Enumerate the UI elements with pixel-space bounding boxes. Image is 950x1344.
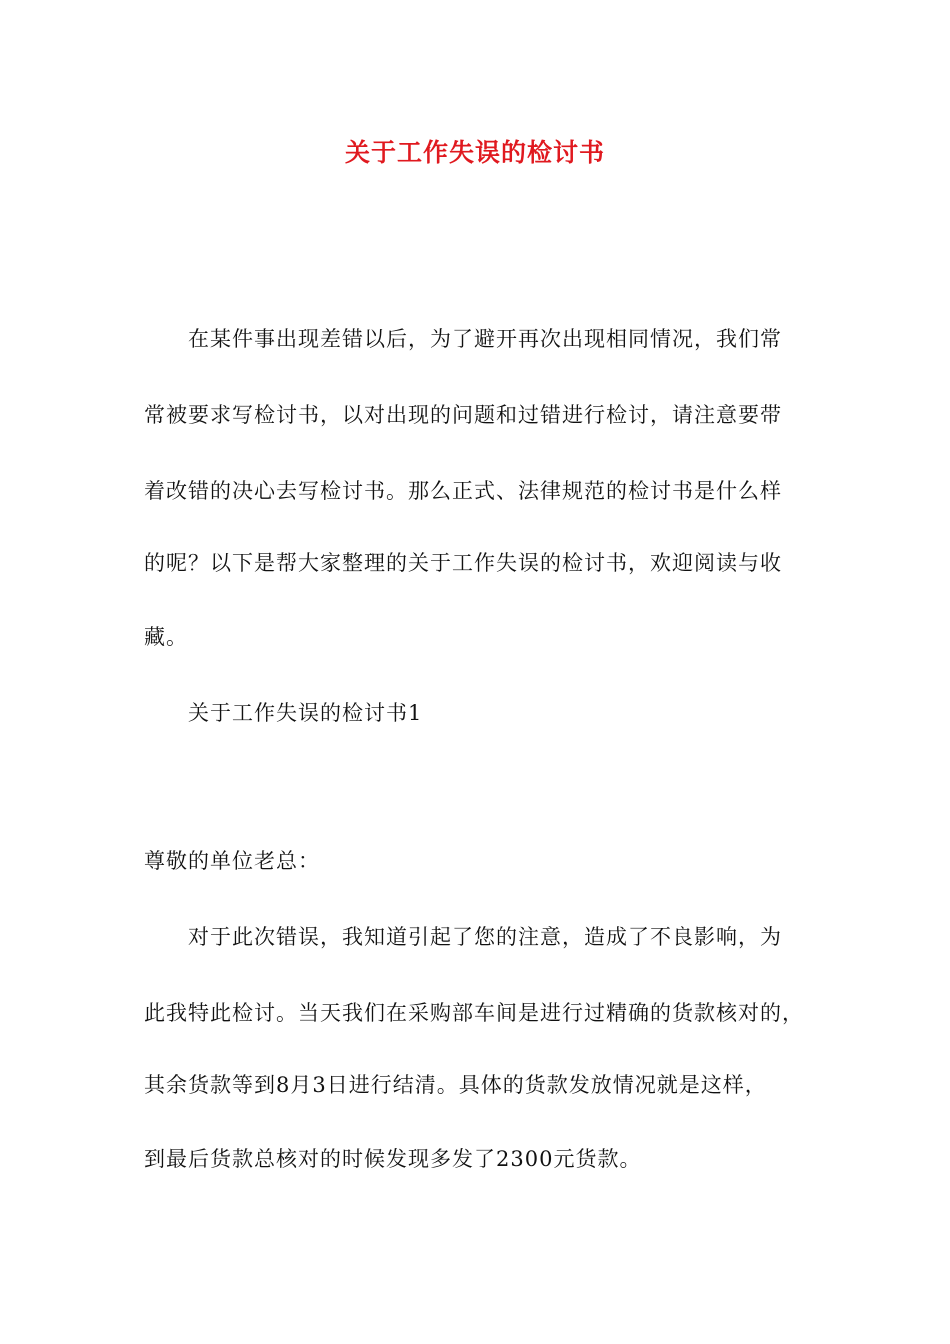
intro-line-5: 藏。	[144, 625, 188, 649]
intro-line-1: 在某件事出现差错以后，为了避开再次出现相同情况，我们常	[188, 327, 782, 351]
salutation: 尊敬的单位老总：	[144, 849, 320, 873]
body-line-1: 对于此次错误，我知道引起了您的注意，造成了不良影响，为	[188, 925, 782, 949]
body-line-2: 此我特此检讨。当天我们在采购部车间是进行过精确的货款核对的，	[144, 1001, 804, 1025]
intro-line-4: 的呢？以下是帮大家整理的关于工作失误的检讨书，欢迎阅读与收	[144, 551, 782, 575]
body-line-3: 其余货款等到8月3日进行结清。具体的货款发放情况就是这样，	[144, 1073, 767, 1097]
document-title: 关于工作失误的检讨书	[344, 138, 605, 167]
section-heading: 关于工作失误的检讨书1	[188, 701, 423, 725]
intro-line-2: 常被要求写检讨书，以对出现的问题和过错进行检讨，请注意要带	[144, 403, 782, 427]
body-line-4: 到最后货款总核对的时候发现多发了2300元货款。	[144, 1147, 642, 1171]
intro-line-3: 着改错的决心去写检讨书。那么正式、法律规范的检讨书是什么样	[144, 479, 782, 503]
